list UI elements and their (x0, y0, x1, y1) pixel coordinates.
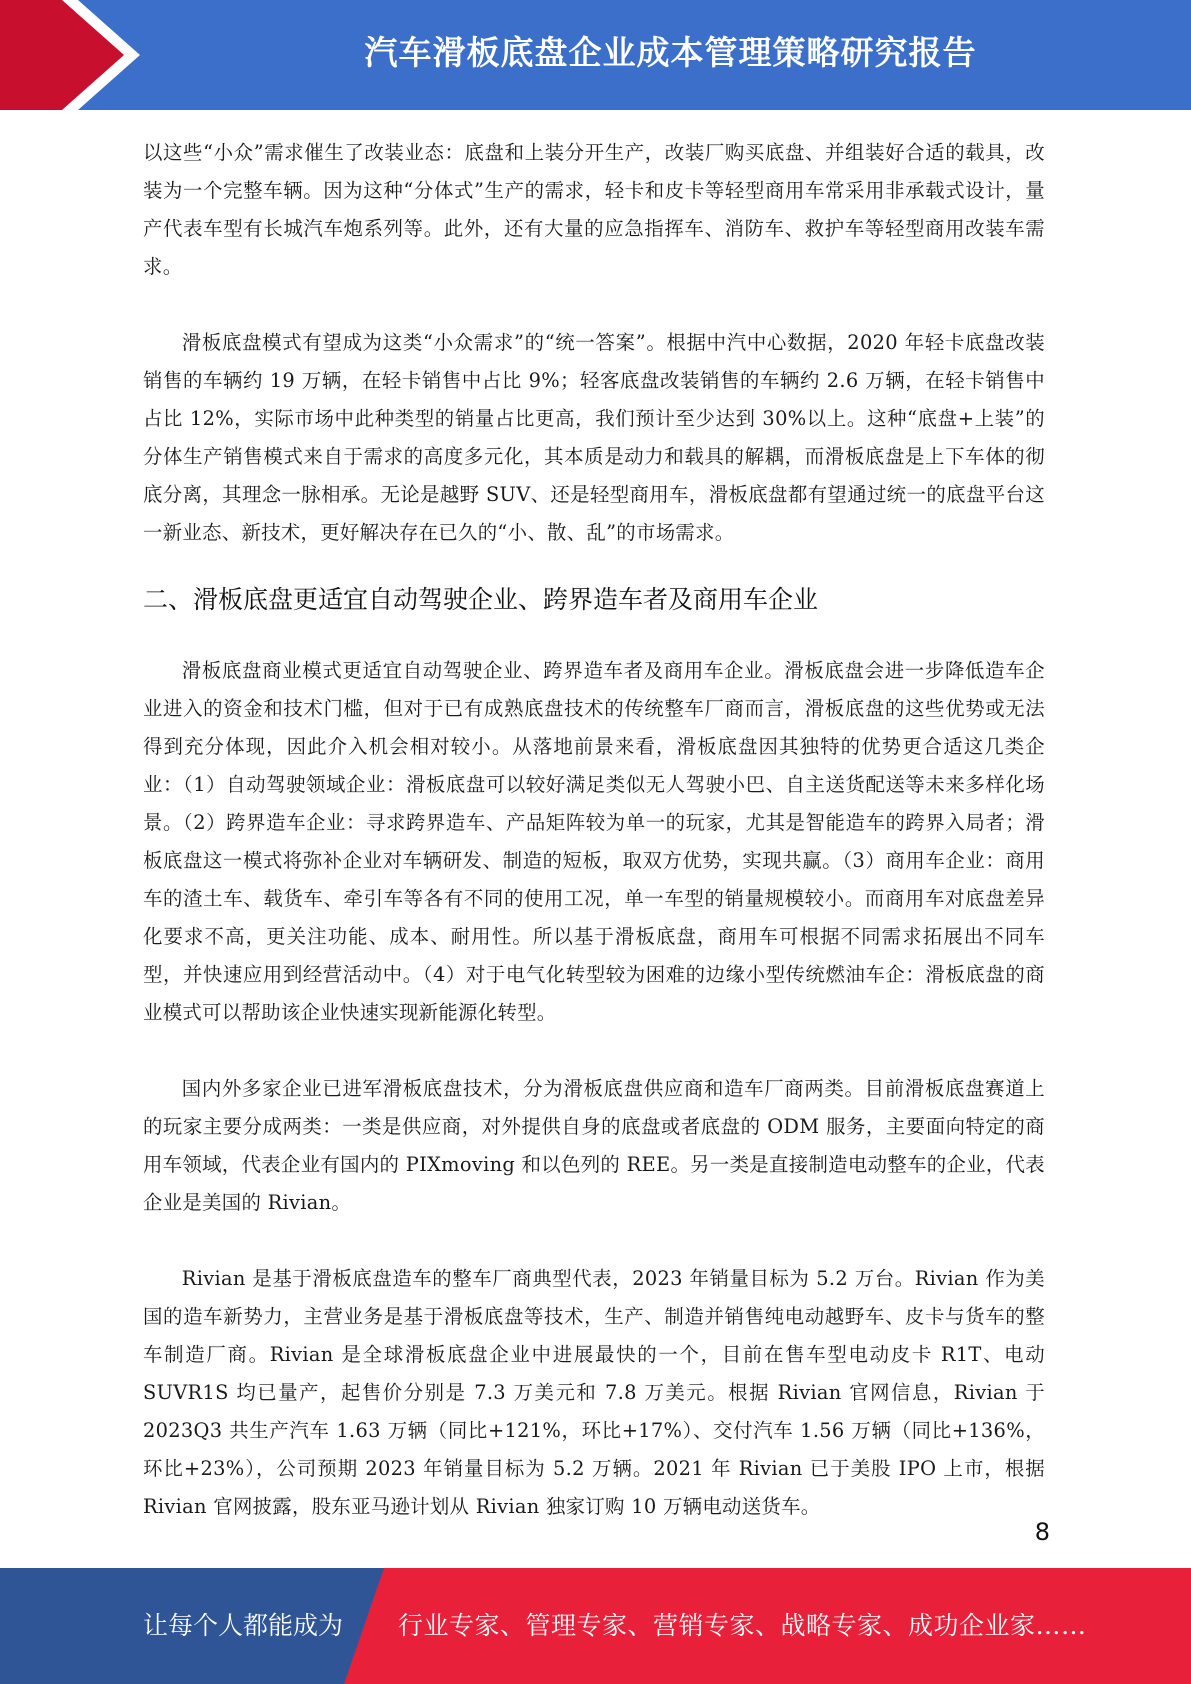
paragraph-2: 滑板底盘模式有望成为这类“小众需求”的“统一答案”。根据中汽中心数据，2020 年轻卡底盘改装销售的车辆约 19 万辆，在轻卡销售中占比 9%；轻客底盘改装销售的车辆约 2.6 万辆，在轻卡销售中占比 12%，实际市场中此种类型的销量占比更高，我们预计至少达到 30%以上。这种“底盘+上装”的分体生产销售模式来自于需求的高度多元化，其本质是动力和载具的解耦，而滑板底盘是上下车体的彻底分离，其理念一脉相承。无论是越野 SUV、还是轻型商用车，滑板底盘都有望通过统一的底盘平台这一新业态、新技术，更好解决存在已久的“小、散、乱”的市场需求。 (143, 331, 1045, 544)
paragraph-3: 滑板底盘商业模式更适宜自动驾驶企业、跨界造车者及商用车企业。滑板底盘会进一步降低造车企业进入的资金和技术门槛，但对于已有成熟底盘技术的传统整车厂商而言，滑板底盘的这些优势或无法得到充分体现，因此介入机会相对较小。从落地前景来看，滑板底盘因其独特的优势更合适这几类企业：（1）自动驾驶领域企业：滑板底盘可以较好满足类似无人驾驶小巴、自主送货配送等未来多样化场景。（2）跨界造车企业：寻求跨界造车、产品矩阵较为单一的玩家，尤其是智能造车的跨界入局者；滑板底盘这一模式将弥补企业对车辆研发、制造的短板，取双方优势，实现共赢。（3）商用车企业：商用车的渣土车、载货车、牵引车等各有不同的使用工况，单一车型的销量规模较小。而商用车对底盘差异化要求不高，更关注功能、成本、耐用性。所以基于滑板底盘，商用车可根据不同需求拓展出不同车型，并快速应用到经营活动中。（4）对于电气化转型较为困难的边缘小型传统燃油车企：滑板底盘的商业模式可以帮助该企业快速实现新能源化转型。 (143, 659, 1045, 1024)
paragraph-1: 以这些“小众”需求催生了改装业态：底盘和上装分开生产，改装厂购买底盘、并组装好合适的载具，改装为一个完整车辆。因为这种“分体式”生产的需求，轻卡和皮卡等轻型商用车常采用非承载式设计，量产代表车型有长城汽车炮系列等。此外，还有大量的应急指挥车、消防车、救护车等轻型商用改装车需求。 (143, 141, 1045, 278)
paragraph-5: Rivian 是基于滑板底盘造车的整车厂商典型代表，2023 年销量目标为 5.2 万台。Rivian 作为美国的造车新势力，主营业务是基于滑板底盘等技术，生产、制造并销售纯电动越野车、皮卡与货车的整车制造厂商。Rivian 是全球滑板底盘企业中进展最快的一个，目前在售车型电动皮卡 R1T、电动 SUVR1S 均已量产，起售价分别是 7.3 万美元和 7.8 万美元。根据 Rivian 官网信息，Rivian 于 2023Q3 共生产汽车 1.63 万辆（同比+121%，环比+17%）、交付汽车 1.56 万辆（同比+136%，环比+23%），公司预期 2023 年销量目标为 5.2 万辆。2021 年 Rivian 已于美股 IPO 上市，根据 Rivian 官网披露，股东亚马逊计划从 Rivian 独家订购 10 万辆电动送货车。 (143, 1267, 1045, 1518)
page-footer (0, 1568, 1191, 1684)
report-body (143, 134, 1045, 1526)
page-header (0, 0, 1191, 110)
header-arrow-icon (0, 0, 150, 110)
footer-slogan-left: 让每个人都能成为 (143, 1611, 344, 1640)
paragraph-4: 国内外多家企业已进军滑板底盘技术，分为滑板底盘供应商和造车厂商两类。目前滑板底盘赛道上的玩家主要分成两类：一类是供应商，对外提供自身的底盘或者底盘的 ODM 服务，主要面向特定的商用车领域，代表企业有国内的 PIXmoving 和以色列的 REE。另一类是直接制造电动整车的企业，代表企业是美国的 Rivian。 (143, 1077, 1045, 1214)
section-heading: 二、滑板底盘更适宜自动驾驶企业、跨界造车者及商用车企业 (143, 585, 819, 614)
report-title: 汽车滑板底盘企业成本管理策略研究报告 (364, 33, 977, 72)
page-number: 8 (1034, 1518, 1050, 1546)
footer-slogan-right: 行业专家、管理专家、营销专家、战略专家、成功企业家…… (398, 1611, 1087, 1640)
